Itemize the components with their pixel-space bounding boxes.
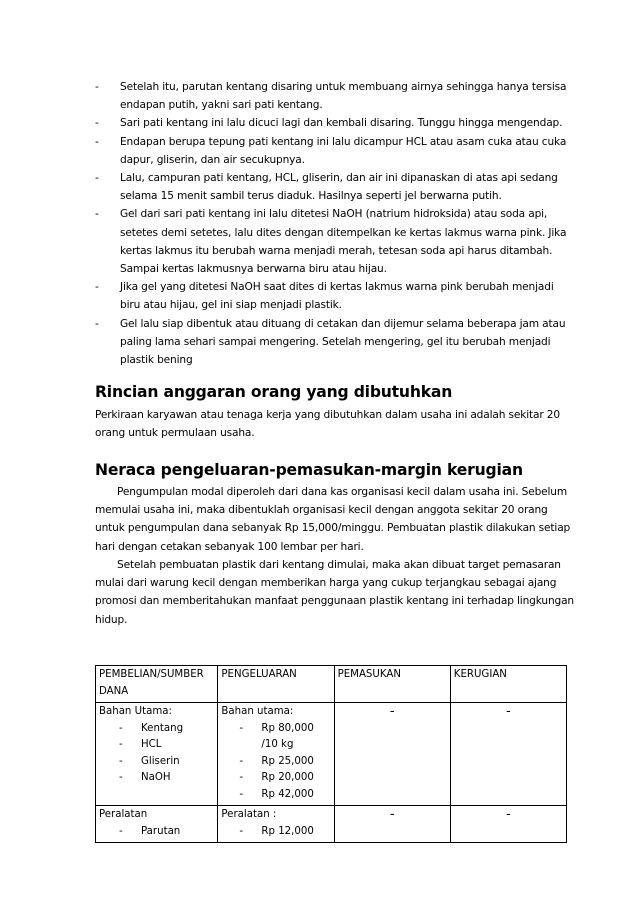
list-item: - Parutan xyxy=(119,825,181,837)
process-steps-list xyxy=(95,78,575,369)
bullet-dash: - xyxy=(95,317,99,330)
cell-source: Bahan Utama: - Kentang - HCL - Gliserin - NaOH xyxy=(96,703,218,806)
source-items xyxy=(99,824,214,841)
list-item: - Lalu, campuran pati kentang, HCL, gliserin, dan air ini dipanaskan di atas api sedang selama 15 menit sambil terus diaduk. Hasilnya seperti jel berwarna putih. xyxy=(95,169,575,205)
list-item: - Rp 80,000 /10 kg xyxy=(239,722,314,750)
expense-items xyxy=(221,824,330,841)
list-item: - Kentang xyxy=(119,722,184,734)
list-item: - Rp 25,000 xyxy=(239,755,314,767)
list-item: - NaOH xyxy=(119,772,171,783)
staff-paragraph: Perkiraan karyawan atau tenaga kerja yang dibutuhkan dalam usaha ini adalah sekitar 20 orang untuk permulaan usaha. xyxy=(95,409,560,440)
source-items xyxy=(99,721,214,787)
list-item: - Rp 42,000 xyxy=(239,788,314,800)
list-item: - Gliserin xyxy=(119,755,180,767)
table-row xyxy=(96,703,567,806)
list-item: - Rp 20,000 xyxy=(239,772,314,783)
list-item: - Gel dari sari pati kentang ini lalu ditetesi NaOH (natrium hidroksida) atau soda api, setetes demi setetes, lalu dites dengan ditempelkan ke kertas lakmus warna pink. Jika kertas lakmus itu berubah warna menjadi merah, tetesan soda api harus ditambah. Sampai kertas lakmusnya berwarna biru atau hijau. xyxy=(95,205,575,278)
cell-income: - xyxy=(334,806,450,843)
section-heading-balance: Neraca pengeluaran-pemasukan-margin kerugian xyxy=(95,461,523,479)
list-item: - Gel lalu siap dibentuk atau dituang di cetakan dan dijemur selama beberapa jam atau paling lama sehari sampai mengering. Setelah mengering, gel itu berubah menjadi plastik bening xyxy=(95,315,575,370)
header-expense: PENGELUARAN xyxy=(218,666,334,703)
bullet-dash: - xyxy=(95,117,99,130)
header-income: PEMASUKAN xyxy=(334,666,450,703)
list-item: - HCL xyxy=(119,739,162,750)
bullet-dash: - xyxy=(95,281,99,294)
cell-income: - xyxy=(334,703,450,806)
bullet-dash: - xyxy=(95,135,99,148)
cell-expense: Peralatan : - Rp 12,000 xyxy=(218,806,334,843)
list-item: - Endapan berupa tepung pati kentang ini lalu dicampur HCL atau asam cuka atau cuka dapur, gliserin, dan air secukupnya. xyxy=(95,133,575,169)
marketing-paragraph: Setelah pembuatan plastik dari kentang dimulai, maka akan dibuat target pemasaran mulai dari warung kecil dengan memberikan harga yang cukup terjangkau sebagai ajang promosi dan memberitahukan manfaat penggunaan plastik kentang ini terhadap lingkungan hidup. xyxy=(95,559,574,626)
bullet-dash: - xyxy=(95,172,99,185)
cell-loss: - xyxy=(450,806,566,843)
capital-paragraph: Pengumpulan modal diperoleh dari dana kas organisasi kecil dalam usaha ini. Sebelum memulai usaha ini, maka dibentuklah organisasi kecil dengan anggota sekitar 20 orang untuk pengumpulan dana sebanyak Rp 15,000/minggu. Pembuatan plastik dilakukan setiap hari dengan cetakan sebanyak 100 lembar per hari. xyxy=(95,486,571,553)
list-item: - Sari pati kentang ini lalu dicuci lagi dan kembali disaring. Tunggu hingga mengendap. xyxy=(95,114,575,132)
cell-expense: Bahan utama: - Rp 80,000 /10 kg - Rp 25,000 - Rp 20,000 - Rp 42,000 xyxy=(218,703,334,806)
budget-table xyxy=(95,665,567,843)
bullet-dash: - xyxy=(95,208,99,221)
cell-loss: - xyxy=(450,703,566,806)
cell-source: Peralatan - Parutan xyxy=(96,806,218,843)
table-row xyxy=(96,806,567,843)
header-source: PEMBELIAN/SUMBER DANA xyxy=(96,666,218,703)
list-item: - Rp 12,000 xyxy=(239,825,314,837)
section-heading-staff: Rincian anggaran orang yang dibutuhkan xyxy=(95,383,453,401)
header-loss: KERUGIAN xyxy=(450,666,566,703)
bullet-dash: - xyxy=(95,81,99,93)
list-item: - Setelah itu, parutan kentang disaring untuk membuang airnya sehingga hanya tersisa endapan putih, yakni sari pati kentang. xyxy=(95,78,575,114)
list-item: - Jika gel yang ditetesi NaOH saat dites di kertas lakmus warna pink berubah menjadi biru atau hijau, gel ini siap menjadi plastik. xyxy=(95,278,575,314)
expense-items xyxy=(221,721,330,804)
table-header-row xyxy=(96,666,567,703)
